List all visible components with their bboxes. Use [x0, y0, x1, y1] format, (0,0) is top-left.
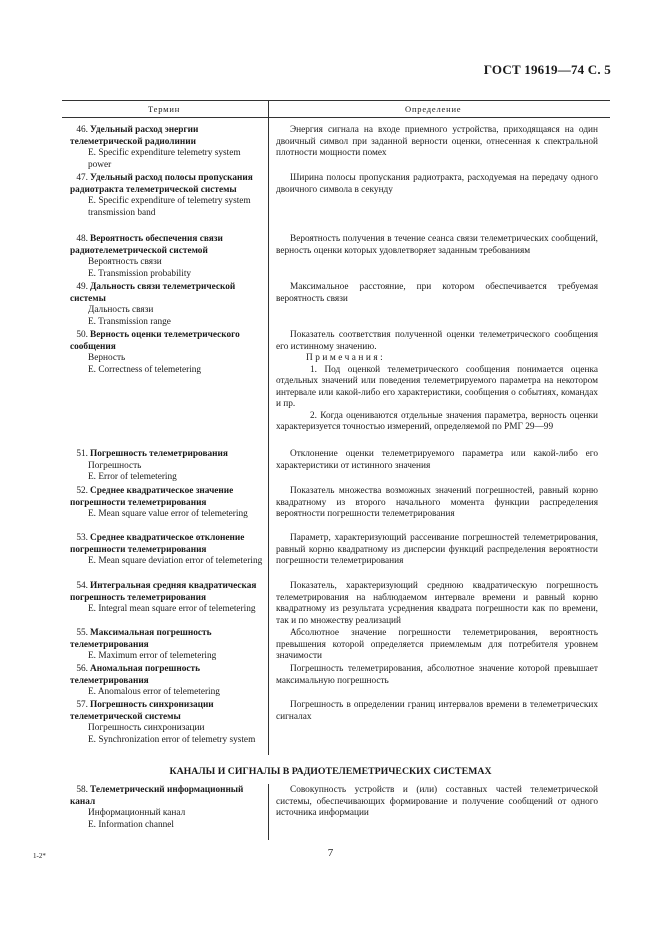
term-line: E. Anomalous error of telemetering [88, 687, 220, 697]
definition: Энергия сигнала на входе приемного устройства, приходящаяся на один двоичный символ при заданной верности оценки, отнесенная к спектральной плотности мощности помех [276, 125, 598, 158]
definition: Погрешность в определении границ интервалов времени в телеметрических сигналах [276, 700, 598, 722]
definition: Погрешность телеметрирования, абсолютное значение которой превышает максимальную погрешность [276, 664, 598, 686]
term-entry: 56. Аномальная погрешность телеметрирования E. Anomalous error of telemetering [70, 664, 265, 699]
term-title: Аномальная погрешность телеметрирования [70, 664, 201, 686]
column-header-definition: Определение [405, 104, 462, 114]
column-header-term: Термин [148, 104, 181, 114]
term-entry: 46. Удельный расход энергии телеметрической радиолинии E. Specific expenditure telemetry system power [70, 125, 265, 171]
definition-block [276, 330, 598, 434]
term-entry: 57. Погрешность синхронизации телеметрической системы Погрешность синхронизации E. Synchronization error of telemetry system [70, 700, 265, 746]
term-line: E. Error of telemetering [88, 472, 177, 482]
term-title: Среднее квадратическое значение погрешности телеметрирования [70, 486, 234, 508]
definition: Показатель соответствия полученной оценки телеметрического сообщения его истинному значению. [276, 330, 598, 352]
table-header-rule [62, 117, 610, 118]
table-top-rule [62, 100, 610, 101]
term-line: E. Synchronization error of telemetry system [88, 734, 256, 745]
term-title: Максимальная погрешность телеметрирования [70, 628, 212, 650]
notes-heading: Примечания: [306, 353, 386, 363]
definition: Ширина полосы пропускания радиотракта, расходуемая на передачу одного двоичного символа в секунду [276, 173, 598, 195]
term-title: Удельный расход энергии телеметрической радиолинии [70, 125, 199, 147]
term-title: Погрешность телеметрирования [90, 449, 228, 459]
term-entry: 51. Погрешность телеметрирования Погрешность E. Error of telemetering [70, 449, 265, 484]
term-line: E. Information channel [88, 819, 174, 830]
term-entry: 58. Телеметрический информационный канал Информационный канал E. Information channel [70, 785, 265, 831]
definition: Вероятность получения в течение сеанса связи телеметрических сообщений, верность оценки которых удовлетворяет заданным требованиям [276, 234, 598, 256]
page-number: 7 [327, 847, 334, 859]
term-entry: 47. Удельный расход полосы пропускания радиотракта телеметрической системы E. Specific expenditure of telemetry system transmission band [70, 173, 265, 219]
note-1: 1. Под оценкой телеметрического сообщения понимается оценка отдельных значений или поведения телеметрируемого параметра на некотором интервале или какой-либо его характеристики, сообщения о событиях, командах и пр. [276, 364, 598, 409]
term-line: Информационный канал [88, 808, 186, 818]
term-line: Верность [88, 353, 126, 363]
term-title: Интегральная средняя квадратическая погрешность телеметрирования [70, 581, 257, 603]
definition: Абсолютное значение погрешности телеметрирования, вероятность превышения которой определяется приемлемым для потребителя уровнем значимости [276, 628, 598, 661]
term-line: E. Integral mean square error of telemetering [88, 604, 256, 614]
term-entry: 54. Интегральная средняя квадратическая погрешность телеметрирования E. Integral mean square error of telemetering [70, 581, 265, 616]
term-line: E. Mean square deviation error of telemetering [88, 556, 263, 566]
term-line: Вероятность связи [88, 257, 162, 267]
definition: Показатель, характеризующий среднюю квадратическую погрешность телеметрирования на наблюдаемом интервале времени и равный корню квадратному из результата усреднения квадрата погрешности как по времени, так и по множеству реализаций [276, 581, 598, 626]
term-entry: 49. Дальность связи телеметрической системы Дальность связи E. Transmission range [70, 282, 265, 328]
page-header-code: ГОСТ 19619—74 С. 5 [483, 62, 611, 77]
definition: Совокупность устройств и (или) составных частей телеметрической системы, обеспечивающих формирование и получение сообщений от одного источника информации [276, 785, 598, 818]
term-title: Погрешность синхронизации телеметрической системы [70, 700, 214, 722]
term-title: Верность оценки телеметрического сообщения [70, 330, 240, 352]
term-entry: 52. Среднее квадратическое значение погрешности телеметрирования E. Mean square value error of telemetering [70, 486, 265, 521]
note-2: 2. Когда оцениваются отдельные значения параметра, верность оценки характеризуется точностью измерений, определяемой по РМГ 29—99 [276, 410, 598, 432]
definition: Параметр, характеризующий рассеивание погрешностей телеметрирования, равный корню квадратному из дисперсии функций распределения вероятности погрешности телеметрирования [276, 533, 598, 566]
term-title: Вероятность обеспечения связи радиотелеметрической системой [70, 234, 223, 256]
term-title: Удельный расход полосы пропускания радиотракта телеметрической системы [70, 173, 253, 195]
term-title: Телеметрический информационный канал [70, 785, 244, 807]
term-entry: 55. Максимальная погрешность телеметрирования E. Maximum error of telemetering [70, 628, 265, 663]
definition: Отклонение оценки телеметрируемого параметра или какой-либо его характеристики от истинного значения [276, 449, 598, 471]
term-line: E. Specific expenditure telemetry system power [88, 148, 241, 170]
term-line: Погрешность синхронизации [88, 723, 205, 733]
definition: Максимальное расстояние, при котором обеспечивается требуемая вероятность связи [276, 282, 598, 304]
term-line: E. Specific expenditure of telemetry system transmission band [88, 196, 251, 218]
footnote-mark: 1-2* [33, 852, 46, 860]
term-line: E. Mean square value error of telemetering [88, 509, 248, 519]
term-title: Среднее квадратическое отклонение погрешности телеметрирования [70, 533, 245, 555]
definition: Показатель множества возможных значений погрешностей, равный корню квадратному из второго начального момента функции распределения вероятности погрешности телеметрирования [276, 486, 598, 519]
term-line: Погрешность [88, 460, 142, 471]
term-line: E. Correctness of telemetering [88, 364, 202, 375]
term-line: Дальность связи [88, 305, 154, 315]
term-line: E. Maximum error of telemetering [88, 651, 217, 661]
term-line: E. Transmission probability [88, 268, 192, 279]
term-line: E. Transmission range [88, 316, 171, 327]
section-title: КАНАЛЫ И СИГНАЛЫ В РАДИОТЕЛЕМЕТРИЧЕСКИХ СИСТЕМАХ [169, 766, 492, 777]
term-entry: 48. Вероятность обеспечения связи радиотелеметрической системой Вероятность связи E. Transmission probability [70, 234, 265, 280]
column-divider [268, 100, 269, 755]
term-title: Дальность связи телеметрической системы [70, 282, 236, 304]
term-entry: 50. Верность оценки телеметрического сообщения Верность E. Correctness of telemetering [70, 330, 265, 376]
column-divider-2 [268, 784, 269, 840]
term-entry: 53. Среднее квадратическое отклонение погрешности телеметрирования E. Mean square deviation error of telemetering [70, 533, 265, 568]
